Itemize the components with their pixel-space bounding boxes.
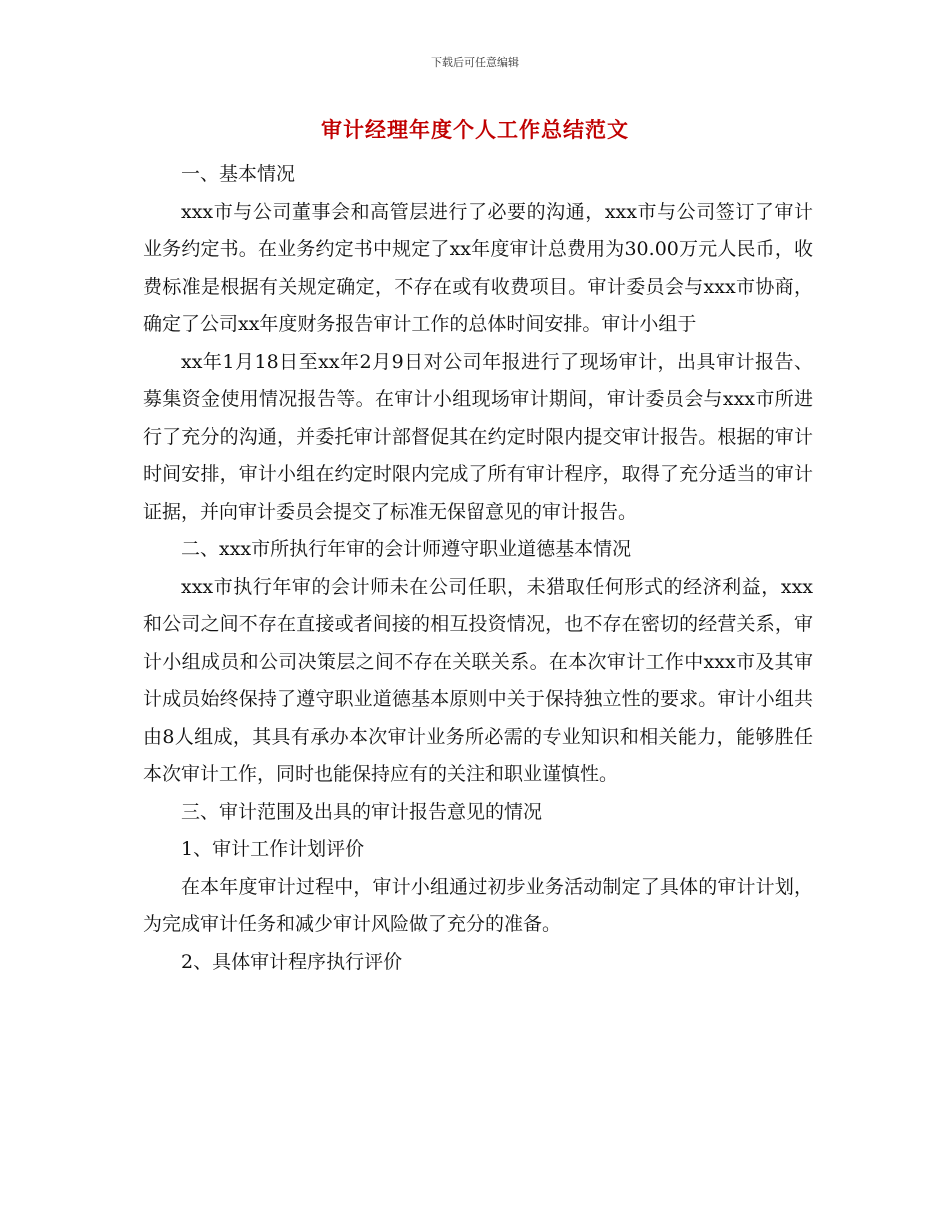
section-heading-3: 三、审计范围及出具的审计报告意见的情况 xyxy=(181,800,543,823)
document-title: 审计经理年度个人工作总结范文 xyxy=(321,117,629,142)
paragraph-4: 在本年度审计过程中，审计小组通过初步业务活动制定了具体的审计计划，为完成审计任务和减少审计风险做了充分的准备。 xyxy=(143,875,813,935)
paragraph-3: xxx市执行年审的会计师未在公司任职，未猎取任何形式的经济利益，xxx和公司之间不存在直接或者间接的相互投资情况，也不存在密切的经营关系，审计小组成员和公司决策层之间不存在关联关系。在本次审计工作中xxx市及其审计成员始终保持了遵守职业道德基本原则中关于保持独立性的要求。审计小组共由8人组成，其具有承办本次审计业务所必需的专业知识和相关能力，能够胜任本次审计工作，同时也能保持应有的关注和职业谨慎性。 xyxy=(143,575,813,785)
document-body xyxy=(143,156,813,981)
subsection-heading-2: 2、具体审计程序执行评价 xyxy=(181,950,403,973)
paragraph-2: xx年1月18日至xx年2月9日对公司年报进行了现场审计，出具审计报告、募集资金使用情况报告等。在审计小组现场审计期间，审计委员会与xxx市所进行了充分的沟通，并委托审计部督促其在约定时限内提交审计报告。根据的审计时间安排，审计小组在约定时限内完成了所有审计程序，取得了充分适当的审计证据，并向审计委员会提交了标准无保留意见的审计报告。 xyxy=(143,350,813,523)
subsection-heading-1: 1、审计工作计划评价 xyxy=(181,838,365,860)
section-heading-1: 一、基本情况 xyxy=(181,163,296,185)
page-header: 下载后可任意编辑 xyxy=(431,56,519,69)
section-heading-2: 二、xxx市所执行年审的会计师遵守职业道德基本情况 xyxy=(181,538,632,560)
paragraph-1: xxx市与公司董事会和高管层进行了必要的沟通，xxx市与公司签订了审计业务约定书。在业务约定书中规定了xx年度审计总费用为30.00万元人民币，收费标准是根据有关规定确定，不存在或有收费项目。审计委员会与xxx市协商，确定了公司xx年度财务报告审计工作的总体时间安排。审计小组于 xyxy=(143,200,813,335)
